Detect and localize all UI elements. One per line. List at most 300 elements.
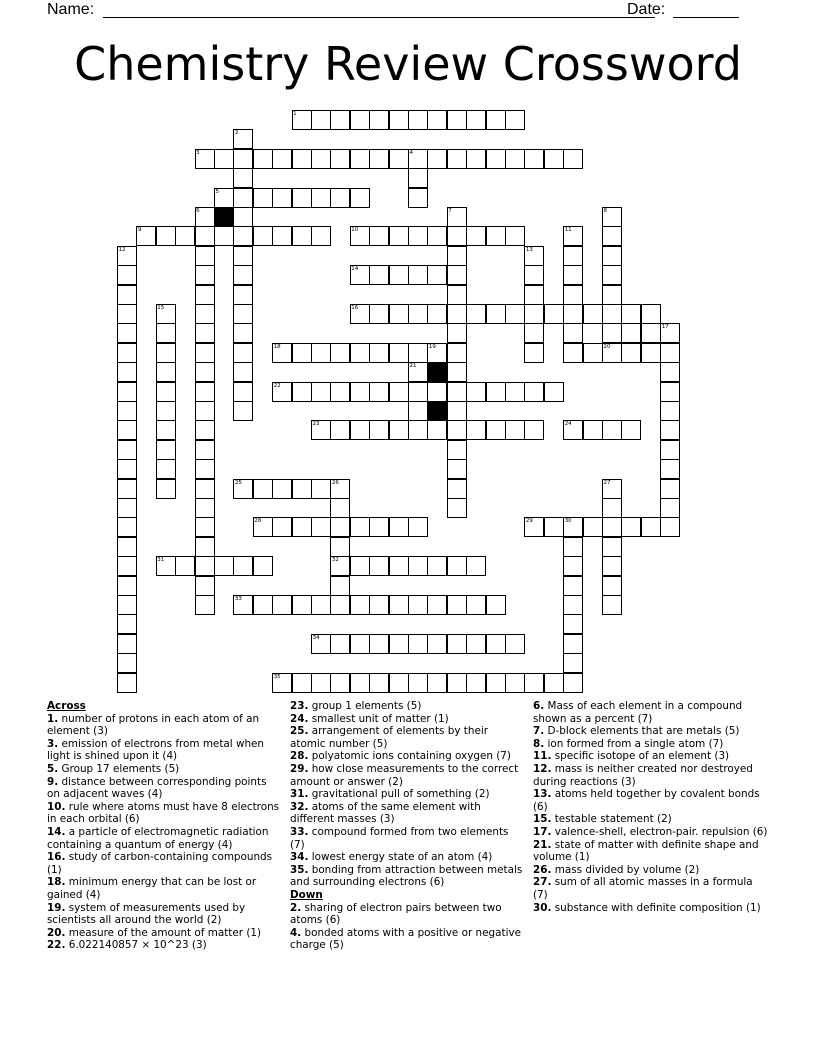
grid-cell[interactable] xyxy=(292,188,312,208)
grid-cell[interactable] xyxy=(233,188,253,208)
grid-cell[interactable] xyxy=(156,440,176,460)
grid-cell[interactable] xyxy=(195,226,215,246)
grid-cell[interactable] xyxy=(311,595,331,615)
grid-cell[interactable] xyxy=(350,595,370,615)
grid-cell[interactable] xyxy=(311,517,331,537)
grid-cell[interactable] xyxy=(117,343,137,363)
grid-cell[interactable] xyxy=(117,556,137,576)
grid-cell[interactable] xyxy=(117,479,137,499)
grid-cell[interactable] xyxy=(447,265,467,285)
grid-cell[interactable] xyxy=(641,304,661,324)
grid-cell[interactable] xyxy=(117,459,137,479)
grid-cell[interactable] xyxy=(447,498,467,518)
grid-cell[interactable] xyxy=(272,595,292,615)
grid-cell[interactable] xyxy=(466,226,486,246)
grid-cell[interactable] xyxy=(505,304,525,324)
grid-cell[interactable] xyxy=(602,517,622,537)
grid-cell[interactable] xyxy=(524,382,544,402)
grid-cell[interactable] xyxy=(330,673,350,693)
grid-cell[interactable] xyxy=(117,440,137,460)
grid-cell[interactable] xyxy=(660,479,680,499)
grid-cell[interactable] xyxy=(447,362,467,382)
grid-cell[interactable] xyxy=(117,265,137,285)
grid-cell[interactable] xyxy=(156,323,176,343)
grid-cell[interactable] xyxy=(524,673,544,693)
grid-cell[interactable] xyxy=(427,556,447,576)
grid-cell[interactable] xyxy=(233,556,253,576)
grid-cell[interactable] xyxy=(117,420,137,440)
grid-cell[interactable] xyxy=(330,634,350,654)
grid-cell[interactable] xyxy=(408,420,428,440)
grid-cell[interactable] xyxy=(233,207,253,227)
grid-cell[interactable] xyxy=(427,382,447,402)
grid-cell[interactable] xyxy=(447,226,467,246)
grid-cell[interactable] xyxy=(486,673,506,693)
grid-cell[interactable] xyxy=(350,517,370,537)
grid-cell[interactable] xyxy=(602,285,622,305)
grid-cell[interactable] xyxy=(369,343,389,363)
grid-cell[interactable] xyxy=(117,401,137,421)
grid-cell[interactable] xyxy=(621,343,641,363)
grid-cell[interactable] xyxy=(292,149,312,169)
grid-cell[interactable] xyxy=(389,420,409,440)
grid-cell[interactable] xyxy=(563,246,583,266)
grid-cell[interactable] xyxy=(602,498,622,518)
grid-cell[interactable] xyxy=(369,420,389,440)
grid-cell[interactable] xyxy=(602,226,622,246)
grid-cell[interactable] xyxy=(117,614,137,634)
grid-cell[interactable] xyxy=(621,304,641,324)
grid-cell[interactable] xyxy=(447,304,467,324)
grid-cell[interactable] xyxy=(563,614,583,634)
grid-cell[interactable] xyxy=(233,285,253,305)
grid-cell[interactable] xyxy=(660,343,680,363)
grid-cell[interactable] xyxy=(369,517,389,537)
grid-cell[interactable] xyxy=(427,304,447,324)
grid-cell[interactable] xyxy=(524,343,544,363)
grid-cell[interactable] xyxy=(156,401,176,421)
grid-cell[interactable] xyxy=(311,479,331,499)
grid-cell[interactable] xyxy=(408,168,428,188)
grid-cell[interactable] xyxy=(330,517,350,537)
grid-cell[interactable] xyxy=(408,226,428,246)
grid-cell[interactable] xyxy=(660,382,680,402)
grid-cell[interactable] xyxy=(195,479,215,499)
grid-cell[interactable] xyxy=(563,537,583,557)
grid-cell[interactable] xyxy=(233,362,253,382)
grid-cell[interactable] xyxy=(602,265,622,285)
grid-cell[interactable] xyxy=(563,634,583,654)
grid-cell[interactable] xyxy=(408,343,428,363)
grid-cell[interactable] xyxy=(389,382,409,402)
grid-cell[interactable] xyxy=(195,498,215,518)
grid-cell[interactable] xyxy=(447,149,467,169)
grid-cell[interactable] xyxy=(408,110,428,130)
grid-cell[interactable] xyxy=(195,459,215,479)
grid-cell[interactable] xyxy=(408,304,428,324)
grid-cell[interactable] xyxy=(369,595,389,615)
grid-cell[interactable] xyxy=(408,595,428,615)
grid-cell[interactable] xyxy=(350,188,370,208)
grid-cell[interactable] xyxy=(195,304,215,324)
grid-cell[interactable] xyxy=(408,517,428,537)
grid-cell[interactable] xyxy=(156,382,176,402)
grid-cell[interactable] xyxy=(660,401,680,421)
grid-cell[interactable] xyxy=(117,653,137,673)
grid-cell[interactable] xyxy=(408,673,428,693)
grid-cell[interactable] xyxy=(292,343,312,363)
grid-cell[interactable] xyxy=(272,188,292,208)
grid-cell[interactable] xyxy=(350,343,370,363)
grid-cell[interactable] xyxy=(486,304,506,324)
grid-cell[interactable] xyxy=(214,556,234,576)
grid-cell[interactable] xyxy=(117,285,137,305)
grid-cell[interactable] xyxy=(447,343,467,363)
grid-cell[interactable] xyxy=(330,343,350,363)
grid-cell[interactable] xyxy=(563,556,583,576)
grid-cell[interactable] xyxy=(330,576,350,596)
grid-cell[interactable] xyxy=(156,459,176,479)
grid-cell[interactable] xyxy=(602,595,622,615)
grid-cell[interactable] xyxy=(408,265,428,285)
grid-cell[interactable] xyxy=(117,576,137,596)
grid-cell[interactable] xyxy=(563,323,583,343)
grid-cell[interactable] xyxy=(233,226,253,246)
grid-cell[interactable] xyxy=(447,479,467,499)
grid-cell[interactable] xyxy=(505,110,525,130)
grid-cell[interactable] xyxy=(486,595,506,615)
grid-cell[interactable] xyxy=(330,595,350,615)
grid-cell[interactable] xyxy=(544,673,564,693)
grid-cell[interactable] xyxy=(602,304,622,324)
grid-cell[interactable] xyxy=(195,537,215,557)
grid-cell[interactable] xyxy=(524,265,544,285)
grid-cell[interactable] xyxy=(253,226,273,246)
grid-cell[interactable] xyxy=(641,517,661,537)
grid-cell[interactable] xyxy=(544,304,564,324)
grid-cell[interactable] xyxy=(563,149,583,169)
grid-cell[interactable] xyxy=(369,110,389,130)
grid-cell[interactable] xyxy=(369,149,389,169)
grid-cell[interactable] xyxy=(214,149,234,169)
grid-cell[interactable] xyxy=(544,382,564,402)
grid-cell[interactable] xyxy=(641,323,661,343)
grid-cell[interactable] xyxy=(330,188,350,208)
grid-cell[interactable] xyxy=(602,420,622,440)
grid-cell[interactable] xyxy=(427,226,447,246)
grid-cell[interactable] xyxy=(660,459,680,479)
grid-cell[interactable] xyxy=(427,265,447,285)
grid-cell[interactable] xyxy=(660,517,680,537)
grid-cell[interactable] xyxy=(233,382,253,402)
grid-cell[interactable] xyxy=(389,304,409,324)
grid-cell[interactable] xyxy=(292,517,312,537)
grid-cell[interactable] xyxy=(195,323,215,343)
grid-cell[interactable] xyxy=(233,168,253,188)
grid-cell[interactable] xyxy=(233,323,253,343)
grid-cell[interactable] xyxy=(389,149,409,169)
grid-cell[interactable] xyxy=(486,420,506,440)
grid-cell[interactable] xyxy=(486,382,506,402)
grid-cell[interactable] xyxy=(447,323,467,343)
grid-cell[interactable] xyxy=(563,595,583,615)
grid-cell[interactable] xyxy=(272,149,292,169)
grid-cell[interactable] xyxy=(195,362,215,382)
grid-cell[interactable] xyxy=(117,595,137,615)
grid-cell[interactable] xyxy=(544,517,564,537)
grid-cell[interactable] xyxy=(369,304,389,324)
grid-cell[interactable] xyxy=(583,304,603,324)
grid-cell[interactable] xyxy=(195,517,215,537)
grid-cell[interactable] xyxy=(330,382,350,402)
grid-cell[interactable] xyxy=(563,304,583,324)
grid-cell[interactable] xyxy=(156,226,176,246)
clue-num: 17. xyxy=(533,825,552,838)
clue-number: 22 xyxy=(273,382,281,389)
grid-cell[interactable] xyxy=(447,420,467,440)
grid-cell[interactable] xyxy=(427,149,447,169)
grid-cell[interactable] xyxy=(389,517,409,537)
grid-cell[interactable] xyxy=(602,537,622,557)
grid-cell[interactable] xyxy=(466,556,486,576)
grid-cell[interactable] xyxy=(117,537,137,557)
grid-cell[interactable] xyxy=(427,673,447,693)
grid-cell[interactable] xyxy=(389,634,409,654)
grid-cell[interactable] xyxy=(447,246,467,266)
grid-cell[interactable] xyxy=(427,110,447,130)
grid-cell[interactable] xyxy=(389,265,409,285)
grid-cell[interactable] xyxy=(563,285,583,305)
grid-cell[interactable] xyxy=(621,420,641,440)
grid-cell[interactable] xyxy=(447,459,467,479)
grid-cell[interactable] xyxy=(156,420,176,440)
down-clue xyxy=(533,813,768,826)
grid-cell[interactable] xyxy=(253,149,273,169)
grid-cell[interactable] xyxy=(117,323,137,343)
grid-cell[interactable] xyxy=(563,673,583,693)
grid-cell[interactable] xyxy=(330,110,350,130)
grid-cell[interactable] xyxy=(233,149,253,169)
grid-cell[interactable] xyxy=(505,226,525,246)
grid-cell[interactable] xyxy=(447,401,467,421)
grid-cell[interactable] xyxy=(389,343,409,363)
grid-cell[interactable] xyxy=(447,285,467,305)
grid-cell[interactable] xyxy=(350,556,370,576)
grid-cell[interactable] xyxy=(447,634,467,654)
grid-cell[interactable] xyxy=(505,634,525,654)
grid-cell[interactable] xyxy=(330,498,350,518)
grid-cell[interactable] xyxy=(330,420,350,440)
grid-cell[interactable] xyxy=(214,226,234,246)
grid-cell[interactable] xyxy=(253,595,273,615)
grid-cell[interactable] xyxy=(233,343,253,363)
grid-cell[interactable] xyxy=(350,634,370,654)
grid-cell[interactable] xyxy=(233,304,253,324)
grid-cell[interactable] xyxy=(466,149,486,169)
grid-cell[interactable] xyxy=(195,265,215,285)
grid-cell[interactable] xyxy=(505,149,525,169)
grid-cell[interactable] xyxy=(563,576,583,596)
grid-cell[interactable] xyxy=(621,323,641,343)
grid-cell[interactable] xyxy=(408,401,428,421)
grid-cell[interactable] xyxy=(350,149,370,169)
grid-cell[interactable] xyxy=(602,556,622,576)
grid-cell[interactable] xyxy=(195,576,215,596)
grid-cell[interactable] xyxy=(369,556,389,576)
grid-cell[interactable] xyxy=(408,382,428,402)
grid-cell[interactable] xyxy=(292,382,312,402)
grid-cell[interactable] xyxy=(486,110,506,130)
grid-cell[interactable] xyxy=(311,226,331,246)
grid-cell[interactable] xyxy=(447,110,467,130)
grid-cell[interactable] xyxy=(524,304,544,324)
grid-cell[interactable] xyxy=(117,498,137,518)
grid-cell[interactable] xyxy=(195,285,215,305)
grid-cell[interactable] xyxy=(505,382,525,402)
grid-cell[interactable] xyxy=(486,634,506,654)
grid-cell[interactable] xyxy=(311,382,331,402)
grid-cell[interactable] xyxy=(195,420,215,440)
grid-cell[interactable] xyxy=(641,343,661,363)
clue-num: 35. xyxy=(290,863,309,876)
grid-cell[interactable] xyxy=(311,149,331,169)
grid-cell[interactable] xyxy=(272,479,292,499)
grid-cell[interactable] xyxy=(330,537,350,557)
grid-cell[interactable] xyxy=(195,246,215,266)
grid-cell[interactable] xyxy=(195,440,215,460)
grid-cell[interactable] xyxy=(195,343,215,363)
grid-cell[interactable] xyxy=(350,420,370,440)
clue-text: number of protons in each atom of an element (3) xyxy=(47,712,260,738)
grid-cell[interactable] xyxy=(389,110,409,130)
grid-cell[interactable] xyxy=(602,323,622,343)
grid-cell[interactable] xyxy=(233,246,253,266)
grid-cell[interactable] xyxy=(117,304,137,324)
grid-cell[interactable] xyxy=(447,556,467,576)
grid-cell[interactable] xyxy=(466,595,486,615)
grid-cell[interactable] xyxy=(466,382,486,402)
grid-cell[interactable] xyxy=(466,110,486,130)
grid-cell[interactable] xyxy=(563,653,583,673)
grid-cell[interactable] xyxy=(292,673,312,693)
down-clue xyxy=(533,902,768,915)
grid-cell[interactable] xyxy=(253,556,273,576)
clue-column-2 xyxy=(290,700,525,952)
grid-cell[interactable] xyxy=(447,595,467,615)
grid-cell[interactable] xyxy=(621,517,641,537)
grid-cell[interactable] xyxy=(369,673,389,693)
grid-cell[interactable] xyxy=(311,343,331,363)
grid-cell[interactable] xyxy=(427,634,447,654)
grid-cell[interactable] xyxy=(524,285,544,305)
grid-cell[interactable] xyxy=(447,673,467,693)
grid-cell[interactable] xyxy=(408,634,428,654)
grid-cell[interactable] xyxy=(233,401,253,421)
grid-cell[interactable] xyxy=(447,440,467,460)
grid-cell[interactable] xyxy=(292,479,312,499)
grid-cell[interactable] xyxy=(447,382,467,402)
grid-cell[interactable] xyxy=(563,265,583,285)
grid-cell[interactable] xyxy=(253,188,273,208)
grid-cell[interactable] xyxy=(369,265,389,285)
grid-cell[interactable] xyxy=(156,362,176,382)
grid-cell[interactable] xyxy=(524,149,544,169)
grid-cell[interactable] xyxy=(195,556,215,576)
grid-cell[interactable] xyxy=(544,149,564,169)
grid-cell[interactable] xyxy=(117,362,137,382)
grid-cell[interactable] xyxy=(117,634,137,654)
grid-cell[interactable] xyxy=(117,382,137,402)
grid-cell[interactable] xyxy=(408,188,428,208)
grid-cell[interactable] xyxy=(195,382,215,402)
grid-cell[interactable] xyxy=(389,226,409,246)
grid-cell[interactable] xyxy=(272,226,292,246)
grid-cell[interactable] xyxy=(369,226,389,246)
grid-cell[interactable] xyxy=(466,634,486,654)
across-clue xyxy=(290,801,525,826)
grid-cell[interactable] xyxy=(602,576,622,596)
grid-cell[interactable] xyxy=(369,382,389,402)
grid-cell[interactable] xyxy=(427,595,447,615)
grid-cell[interactable] xyxy=(486,149,506,169)
grid-cell[interactable] xyxy=(466,673,486,693)
grid-cell[interactable] xyxy=(195,595,215,615)
grid-cell[interactable] xyxy=(233,265,253,285)
grid-cell[interactable] xyxy=(660,440,680,460)
grid-cell[interactable] xyxy=(389,673,409,693)
grid-cell[interactable] xyxy=(486,226,506,246)
grid-cell[interactable] xyxy=(253,479,273,499)
grid-cell[interactable] xyxy=(175,556,195,576)
grid-cell[interactable] xyxy=(350,110,370,130)
grid-cell[interactable] xyxy=(369,634,389,654)
grid-cell[interactable] xyxy=(524,420,544,440)
grid-cell[interactable] xyxy=(350,673,370,693)
grid-cell[interactable] xyxy=(272,517,292,537)
grid-cell[interactable] xyxy=(583,517,603,537)
grid-cell[interactable] xyxy=(583,343,603,363)
grid-cell[interactable] xyxy=(408,556,428,576)
grid-cell[interactable] xyxy=(563,343,583,363)
grid-cell[interactable] xyxy=(389,556,409,576)
grid-cell[interactable] xyxy=(466,420,486,440)
grid-cell[interactable] xyxy=(660,420,680,440)
grid-cell[interactable] xyxy=(175,226,195,246)
grid-cell[interactable] xyxy=(195,401,215,421)
grid-cell[interactable] xyxy=(156,343,176,363)
grid-cell[interactable] xyxy=(330,149,350,169)
grid-cell[interactable] xyxy=(583,420,603,440)
grid-cell[interactable] xyxy=(427,420,447,440)
grid-cell[interactable] xyxy=(505,420,525,440)
grid-cell[interactable] xyxy=(350,382,370,402)
grid-cell[interactable] xyxy=(466,304,486,324)
grid-cell[interactable] xyxy=(311,188,331,208)
grid-cell[interactable] xyxy=(311,673,331,693)
grid-cell[interactable] xyxy=(660,362,680,382)
grid-cell[interactable] xyxy=(292,595,312,615)
grid-cell[interactable] xyxy=(602,246,622,266)
grid-cell[interactable] xyxy=(505,673,525,693)
grid-cell[interactable] xyxy=(117,673,137,693)
grid-cell[interactable] xyxy=(389,595,409,615)
grid-cell[interactable] xyxy=(292,226,312,246)
grid-cell[interactable] xyxy=(117,517,137,537)
grid-cell[interactable] xyxy=(311,110,331,130)
grid-cell[interactable] xyxy=(524,323,544,343)
grid-cell[interactable] xyxy=(156,479,176,499)
grid-cell[interactable] xyxy=(660,498,680,518)
